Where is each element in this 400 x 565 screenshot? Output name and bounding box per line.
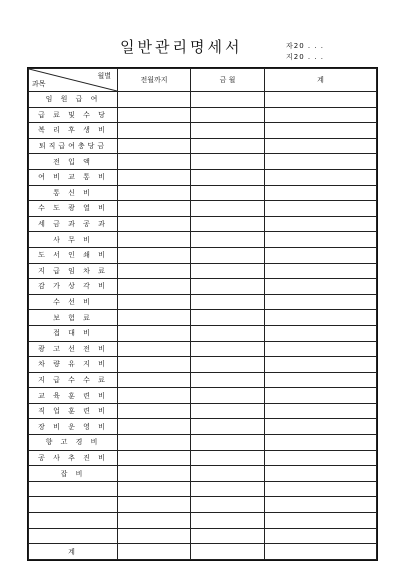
table-row: [29, 232, 377, 248]
row-prev-cell[interactable]: [118, 403, 191, 419]
row-month-cell[interactable]: [191, 310, 265, 326]
row-total-cell[interactable]: [265, 294, 377, 310]
row-prev-cell[interactable]: [118, 279, 191, 295]
row-prev-cell[interactable]: [118, 528, 191, 544]
row-item-label: 수 도 광 열 비: [29, 201, 118, 217]
row-month-cell[interactable]: [191, 528, 265, 544]
row-prev-cell[interactable]: [118, 435, 191, 451]
row-month-cell[interactable]: [191, 325, 265, 341]
row-prev-cell[interactable]: [118, 169, 191, 185]
row-total-cell[interactable]: [265, 419, 377, 435]
row-total-cell[interactable]: [265, 92, 377, 108]
row-total-cell[interactable]: [265, 466, 377, 482]
total-month-cell[interactable]: [191, 544, 265, 560]
row-prev-cell[interactable]: [118, 310, 191, 326]
total-row: [29, 544, 377, 560]
row-total-cell[interactable]: [265, 513, 377, 529]
row-item-label: 세 금 과 공 과: [29, 216, 118, 232]
row-prev-cell[interactable]: [118, 201, 191, 217]
row-prev-cell[interactable]: [118, 232, 191, 248]
row-month-cell[interactable]: [191, 357, 265, 373]
row-month-cell[interactable]: [191, 107, 265, 123]
row-month-cell[interactable]: [191, 247, 265, 263]
row-item-label: 향 고 경 비: [29, 435, 118, 451]
row-total-cell[interactable]: [265, 201, 377, 217]
row-total-cell[interactable]: [265, 403, 377, 419]
table-row: [29, 294, 377, 310]
row-month-cell[interactable]: [191, 294, 265, 310]
table-row: [29, 388, 377, 404]
table-row: [29, 481, 377, 497]
row-total-cell[interactable]: [265, 154, 377, 170]
row-prev-cell[interactable]: [118, 107, 191, 123]
row-item-label: 직 업 훈 련 비: [29, 403, 118, 419]
row-month-cell[interactable]: [191, 232, 265, 248]
row-month-cell[interactable]: [191, 435, 265, 451]
row-month-cell[interactable]: [191, 138, 265, 154]
row-month-cell[interactable]: [191, 341, 265, 357]
row-month-cell[interactable]: [191, 403, 265, 419]
row-month-cell[interactable]: [191, 372, 265, 388]
period-range: [286, 41, 324, 63]
table-row: [29, 123, 377, 139]
table-row: [29, 325, 377, 341]
row-month-cell[interactable]: [191, 279, 265, 295]
table-row: [29, 185, 377, 201]
row-prev-cell[interactable]: [118, 341, 191, 357]
row-total-cell[interactable]: [265, 435, 377, 451]
row-total-cell[interactable]: [265, 169, 377, 185]
row-item-label: 잡 비: [29, 466, 118, 482]
row-item-label: 접 대 비: [29, 325, 118, 341]
table-row: [29, 403, 377, 419]
row-total-cell[interactable]: [265, 310, 377, 326]
total-sum-cell[interactable]: [265, 544, 377, 560]
expense-table: [28, 68, 377, 560]
row-month-cell[interactable]: [191, 263, 265, 279]
row-prev-cell[interactable]: [118, 185, 191, 201]
table-row: [29, 357, 377, 373]
table-row: [29, 341, 377, 357]
row-total-cell[interactable]: [265, 232, 377, 248]
row-month-cell[interactable]: [191, 216, 265, 232]
row-total-cell[interactable]: [265, 185, 377, 201]
header-total: 계: [265, 69, 377, 92]
row-total-cell[interactable]: [265, 341, 377, 357]
row-prev-cell[interactable]: [118, 372, 191, 388]
row-month-cell[interactable]: [191, 419, 265, 435]
table-row: [29, 107, 377, 123]
row-item-label: 수 선 비: [29, 294, 118, 310]
row-prev-cell[interactable]: [118, 357, 191, 373]
row-prev-cell[interactable]: [118, 92, 191, 108]
table-row: [29, 419, 377, 435]
header-subject-label: 과목: [32, 80, 46, 88]
row-item-label: 장 비 운 영 비: [29, 419, 118, 435]
row-item-label: 전 입 액: [29, 154, 118, 170]
row-item-label: 지 급 임 차 료: [29, 263, 118, 279]
table-row: [29, 138, 377, 154]
row-month-cell[interactable]: [191, 388, 265, 404]
row-prev-cell[interactable]: [118, 138, 191, 154]
table-row: [29, 466, 377, 482]
table-row: [29, 201, 377, 217]
header-month-label: 월별: [97, 72, 111, 80]
row-total-cell[interactable]: [265, 388, 377, 404]
row-total-cell[interactable]: [265, 263, 377, 279]
table-row: [29, 279, 377, 295]
table-row: [29, 372, 377, 388]
row-total-cell[interactable]: [265, 372, 377, 388]
table-row: [29, 513, 377, 529]
row-total-cell[interactable]: [265, 325, 377, 341]
row-prev-cell[interactable]: [118, 123, 191, 139]
period-from: 자20 . . .: [286, 42, 325, 50]
row-item-label: 퇴직급여충당금: [29, 138, 118, 154]
row-prev-cell[interactable]: [118, 294, 191, 310]
row-prev-cell[interactable]: [118, 263, 191, 279]
row-item-label: 보 험 료: [29, 310, 118, 326]
row-item-label: [29, 528, 118, 544]
table-row: [29, 92, 377, 108]
row-prev-cell[interactable]: [118, 419, 191, 435]
header-this-month: 금 월: [191, 69, 265, 92]
row-month-cell[interactable]: [191, 513, 265, 529]
row-month-cell[interactable]: [191, 92, 265, 108]
row-item-label: 통 신 비: [29, 185, 118, 201]
table-row: [29, 310, 377, 326]
row-prev-cell[interactable]: [118, 154, 191, 170]
table-row: [29, 435, 377, 451]
row-item-label: 사 무 비: [29, 232, 118, 248]
row-item-label: 감 가 상 각 비: [29, 279, 118, 295]
row-prev-cell[interactable]: [118, 481, 191, 497]
row-item-label: 지 급 수 수 료: [29, 372, 118, 388]
row-month-cell[interactable]: [191, 481, 265, 497]
row-total-cell[interactable]: [265, 216, 377, 232]
table-row: [29, 169, 377, 185]
row-total-cell[interactable]: [265, 279, 377, 295]
period-to: 지20 . . .: [286, 53, 325, 61]
row-total-cell[interactable]: [265, 107, 377, 123]
row-item-label: [29, 497, 118, 513]
row-item-label: 공 사 추 진 비: [29, 450, 118, 466]
row-month-cell[interactable]: [191, 123, 265, 139]
row-total-cell[interactable]: [265, 138, 377, 154]
row-item-label: 급 료 및 수 당: [29, 107, 118, 123]
row-prev-cell[interactable]: [118, 216, 191, 232]
row-item-label: 광 고 선 전 비: [29, 341, 118, 357]
row-month-cell[interactable]: [191, 201, 265, 217]
row-item-label: 여 비 교 통 비: [29, 169, 118, 185]
row-prev-cell[interactable]: [118, 247, 191, 263]
row-item-label: 차 량 유 지 비: [29, 357, 118, 373]
table-header-row: [29, 69, 377, 92]
row-month-cell[interactable]: [191, 154, 265, 170]
table-row: [29, 528, 377, 544]
row-prev-cell[interactable]: [118, 513, 191, 529]
table-row: [29, 263, 377, 279]
row-item-label: 복 리 후 생 비: [29, 123, 118, 139]
row-item-label: 교 육 훈 련 비: [29, 388, 118, 404]
row-prev-cell[interactable]: [118, 466, 191, 482]
row-item-label: 임 원 급 여: [29, 92, 118, 108]
row-month-cell[interactable]: [191, 466, 265, 482]
header-prev-month: 전월까지: [118, 69, 191, 92]
row-prev-cell[interactable]: [118, 497, 191, 513]
page-title: 일반관리명세서: [120, 38, 243, 56]
row-prev-cell[interactable]: [118, 388, 191, 404]
row-month-cell[interactable]: [191, 169, 265, 185]
table-row: [29, 154, 377, 170]
row-total-cell[interactable]: [265, 123, 377, 139]
table-row: [29, 216, 377, 232]
row-total-cell[interactable]: [265, 247, 377, 263]
total-prev-cell[interactable]: [118, 544, 191, 560]
table-row: [29, 450, 377, 466]
row-month-cell[interactable]: [191, 497, 265, 513]
row-total-cell[interactable]: [265, 450, 377, 466]
row-month-cell[interactable]: [191, 450, 265, 466]
row-total-cell[interactable]: [265, 497, 377, 513]
row-item-label: [29, 481, 118, 497]
row-total-cell[interactable]: [265, 481, 377, 497]
row-prev-cell[interactable]: [118, 325, 191, 341]
row-total-cell[interactable]: [265, 357, 377, 373]
header-diagonal-cell: [29, 69, 118, 92]
row-total-cell[interactable]: [265, 528, 377, 544]
table-row: [29, 247, 377, 263]
row-prev-cell[interactable]: [118, 450, 191, 466]
row-month-cell[interactable]: [191, 185, 265, 201]
total-label: 계: [29, 544, 118, 560]
table-row: [29, 497, 377, 513]
row-item-label: [29, 513, 118, 529]
row-item-label: 도 서 인 쇄 비: [29, 247, 118, 263]
